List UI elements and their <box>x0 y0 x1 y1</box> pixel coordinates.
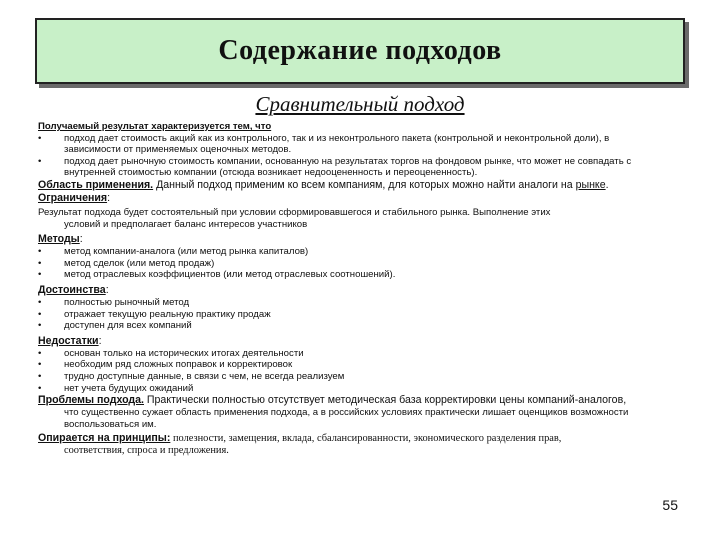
bullet-text: доступен для всех компаний <box>64 320 192 332</box>
scope-end: . <box>605 178 609 191</box>
methods-bullet-1 <box>38 246 663 258</box>
page-title: Содержание подходов <box>218 35 502 66</box>
limits-heading: Ограничения <box>38 191 108 204</box>
problems-text-1: Практически полностью отсутствует методическая база корректировки цены компаний-аналогов, <box>143 394 627 407</box>
result-heading: Получаемый результат характеризуется тем, что <box>38 121 272 132</box>
problems-heading: Проблемы подхода. <box>38 394 144 407</box>
principles-paragraph <box>38 432 663 445</box>
principles-text-1: полезности, замещения, вклада, сбалансированности, экономического разделения прав, <box>170 433 562 445</box>
bullet-dot: • <box>38 308 42 320</box>
drawbacks-bullet-3 <box>38 371 663 383</box>
bullet-dot: • <box>38 257 42 269</box>
scope-link[interactable]: рынке <box>575 178 606 191</box>
bullet-text: отражает текущую реальную практику продаж <box>64 308 271 320</box>
bullet-dot: • <box>38 359 42 371</box>
bullet-dot: • <box>38 246 42 258</box>
advantages-bullet-3 <box>38 320 663 332</box>
bullet-text: основан только на исторических итогах деятельности <box>64 347 304 359</box>
bullet-dot: • <box>38 155 42 167</box>
subtitle-wrap <box>0 92 720 117</box>
bullet-text: необходим ряд сложных поправок и корректировок <box>64 359 293 371</box>
problems-text-2: что существенно сужает область применения подхода, а в российских условиях практически лишает оценщиков возможности воспользоваться им. <box>64 407 629 430</box>
methods-heading-line <box>38 233 663 246</box>
bullet-text: трудно доступные данные, в связи с чем, не всегда реализуем <box>64 370 345 382</box>
limits-colon: : <box>107 191 111 204</box>
result-bullet-1 <box>38 133 663 156</box>
advantages-bullet-2 <box>38 309 663 321</box>
limits-text-1: Результат подхода будет состоятельный при условии сформировавшегося и стабильного рынка. Выполнение этих <box>38 206 551 218</box>
title-box <box>35 18 685 84</box>
principles-heading: Опирается на принципы: <box>38 432 171 445</box>
scope-text: Данный подход применим ко всем компаниям, для которых можно найти аналоги на <box>153 178 576 191</box>
bullet-dot: • <box>38 296 42 308</box>
bullet-text: метод компании-аналога (или метод рынка капиталов) <box>64 246 309 258</box>
bullet-dot: • <box>38 320 42 332</box>
bullet-dot: • <box>38 370 42 382</box>
limits-text-2: условий и предполагает баланс интересов участников <box>64 218 308 230</box>
drawbacks-heading-line <box>38 335 663 348</box>
scope-heading: Область применения. <box>38 178 154 191</box>
bullet-dot: • <box>38 132 42 144</box>
bullet-dot: • <box>38 382 42 394</box>
drawbacks-heading: Недостатки <box>38 334 99 347</box>
bullet-text: полностью рыночный метод <box>64 296 190 308</box>
drawbacks-colon: : <box>98 334 102 347</box>
content <box>38 121 663 457</box>
drawbacks-bullet-4 <box>38 383 663 395</box>
advantages-bullet-1 <box>38 297 663 309</box>
limits-heading-line <box>38 192 663 205</box>
advantages-heading: Достоинства <box>38 283 106 296</box>
problems-paragraph <box>38 394 663 407</box>
bullet-text: подход дает стоимость акций как из контрольного, так и из неконтрольного пакета (контрольной и неконтрольной доли), в зависимости от применяемых оценочных методов. <box>64 132 610 156</box>
methods-heading: Методы <box>38 233 80 246</box>
subtitle: Сравнительный подход <box>255 92 465 116</box>
page-number: 55 <box>662 497 678 513</box>
methods-bullet-2 <box>38 258 663 270</box>
drawbacks-bullet-2 <box>38 359 663 371</box>
methods-colon: : <box>79 233 83 246</box>
drawbacks-bullet-1 <box>38 348 663 360</box>
advantages-heading-line <box>38 284 663 297</box>
methods-bullet-3 <box>38 269 663 281</box>
scope-paragraph <box>38 179 663 192</box>
bullet-text: нет учета будущих ожиданий <box>64 382 194 394</box>
bullet-dot: • <box>38 347 42 359</box>
result-bullet-2 <box>38 156 663 179</box>
bullet-text: метод отраслевых коэффициентов (или метод отраслевых соотношений). <box>64 269 396 281</box>
bullet-text: подход дает рыночную стоимость компании, основанную на результатах торгов на фондовом рынке, что может не совпадать с внутренней стоимостью компании (отсюда возникает недооцененность и переоцененность). <box>64 155 632 179</box>
bullet-text: метод сделок (или метод продаж) <box>64 257 215 269</box>
bullet-dot: • <box>38 269 42 281</box>
advantages-colon: : <box>105 283 109 296</box>
principles-text-2: соответствия, спроса и предложения. <box>64 445 229 457</box>
